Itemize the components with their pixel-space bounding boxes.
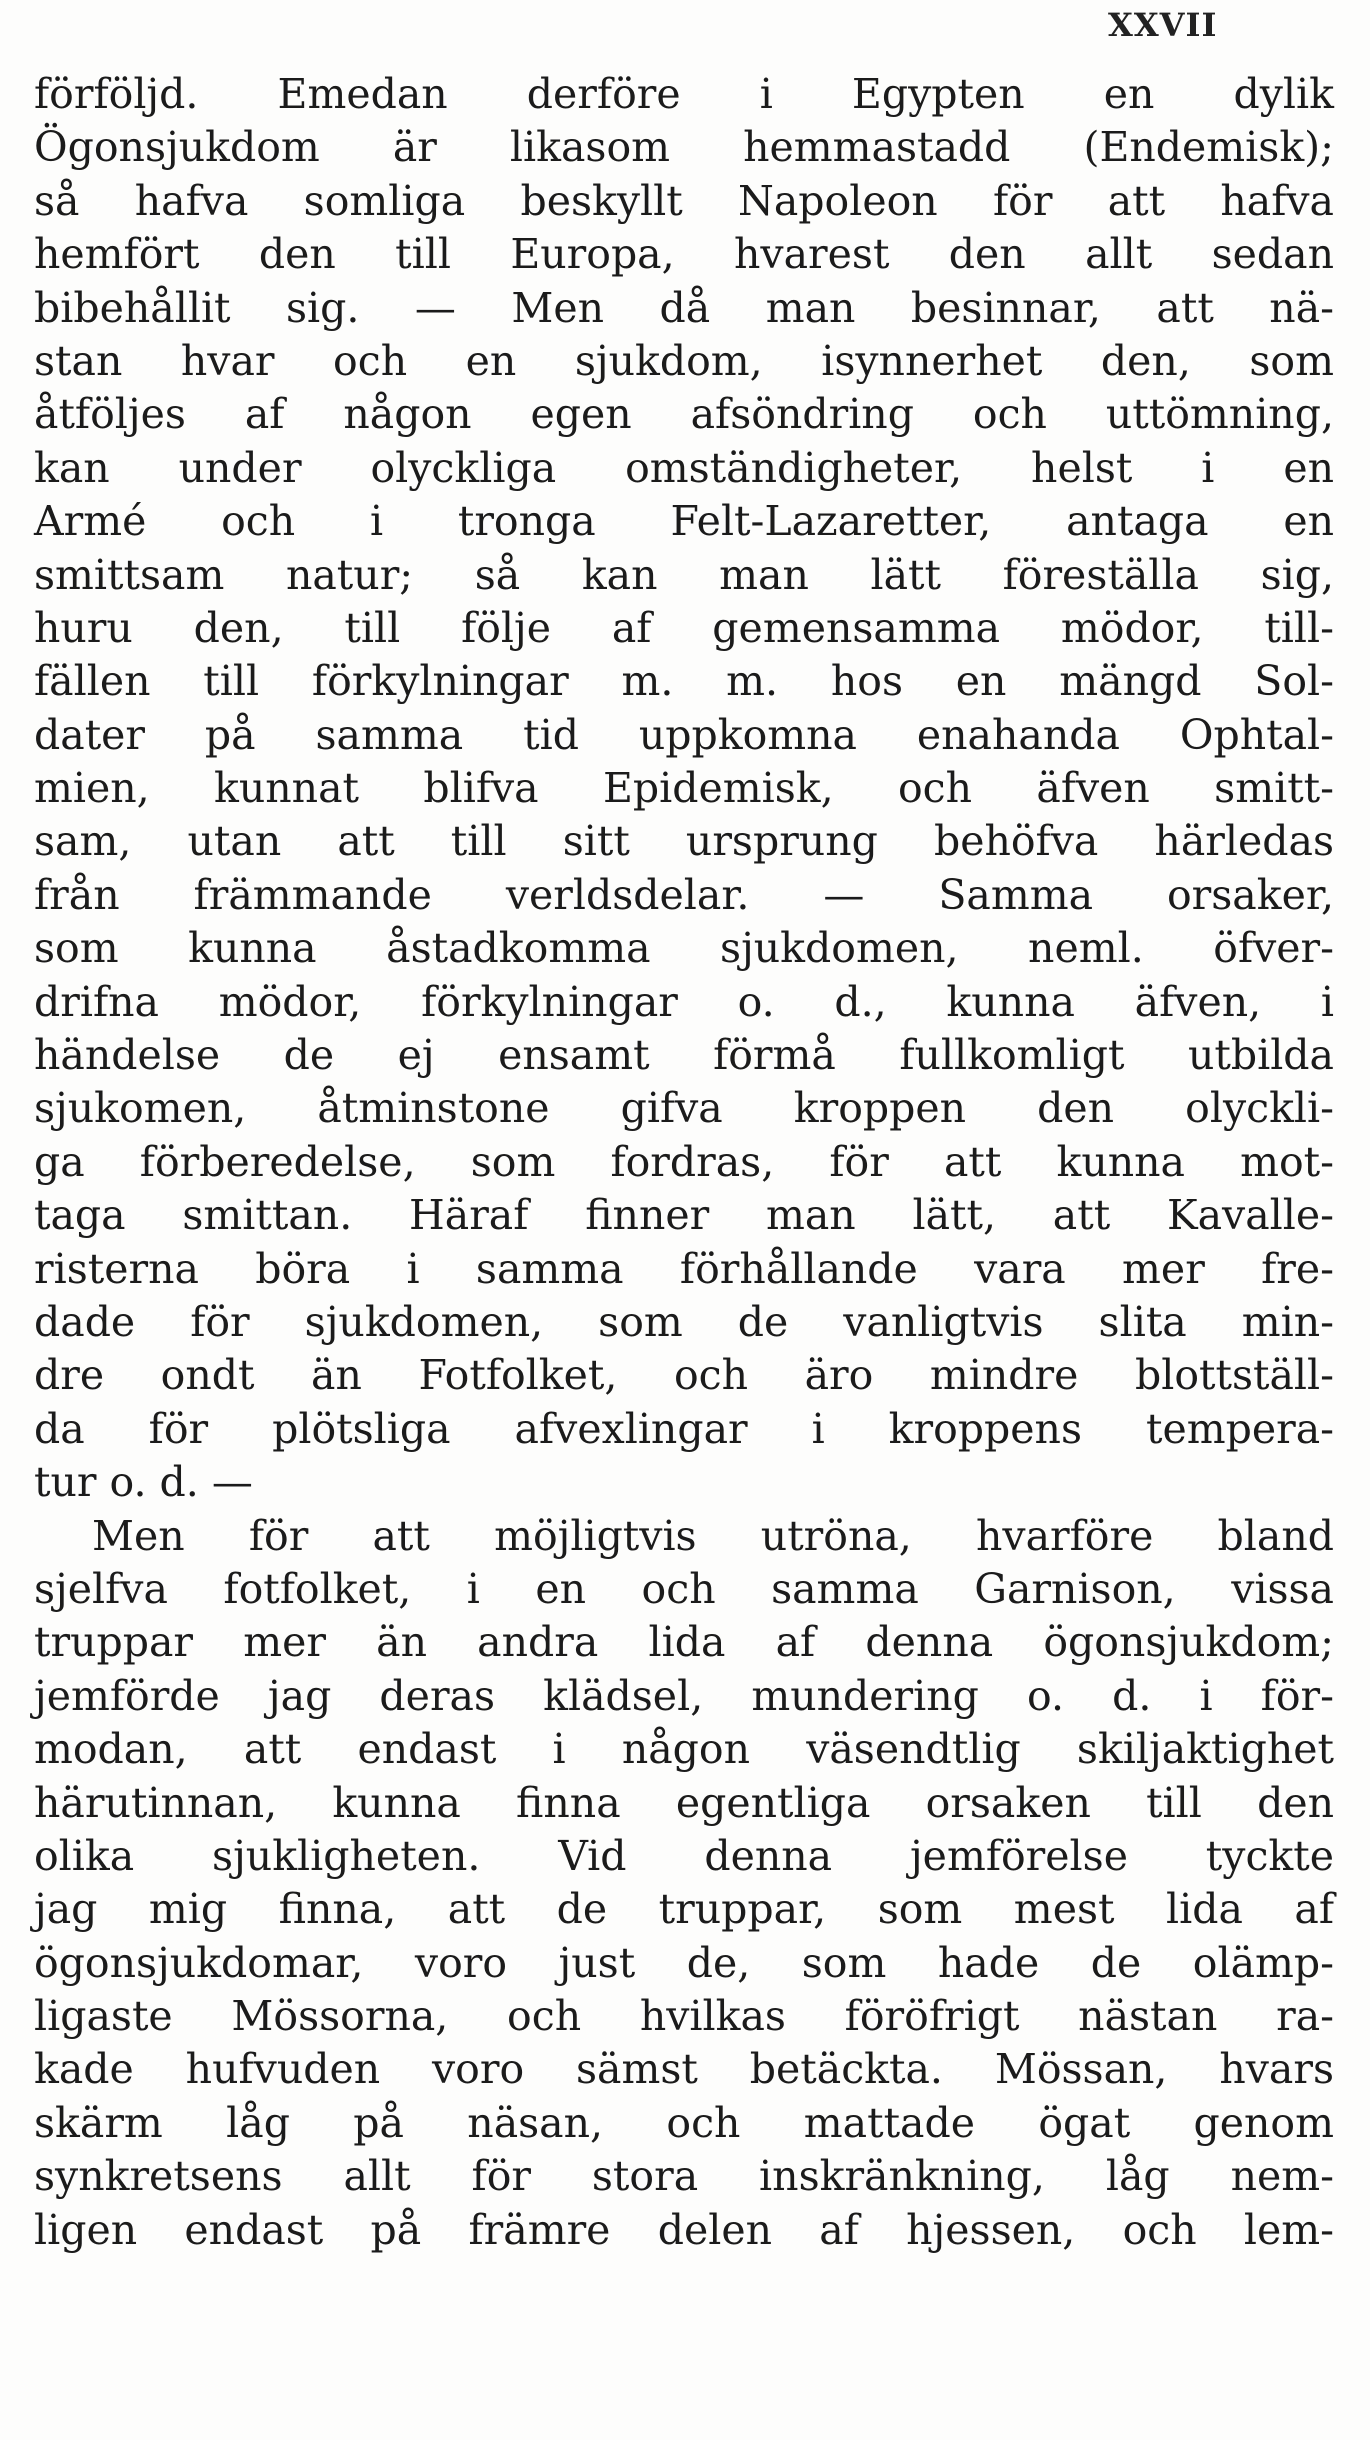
text-line: fällen till förkylningar m. m. hos en mängd Sol- <box>34 657 1334 706</box>
text-line: från främmande verldsdelar. — Samma orsaker, <box>34 870 1334 919</box>
text-line: hemfört den till Europa, hvarest den allt sedan <box>34 230 1334 279</box>
text-line: ligaste Mössorna, och hvilkas föröfrigt nästan ra- <box>34 1992 1334 2041</box>
text-line: så hafva somliga beskyllt Napoleon för att hafva <box>34 176 1334 225</box>
text-line: dre ondt än Fotfolket, och äro mindre blottställ- <box>34 1351 1334 1400</box>
text-line: Men för att möjligtvis utröna, hvarföre bland <box>92 1511 1334 1560</box>
text-line: förföljd. Emedan derföre i Egypten en dylik <box>34 70 1334 118</box>
text-line: ligen endast på främre delen af hjessen, och lem- <box>34 2205 1334 2254</box>
text-line: stan hvar och en sjukdom, isynnerhet den, som <box>34 336 1334 385</box>
text-line: jag mig finna, att de truppar, som mest lida af <box>34 1885 1334 1934</box>
text-line: mien, kunnat blifva Epidemisk, och äfven smitt- <box>34 764 1334 813</box>
text-line: kan under olyckliga omständigheter, helst i en <box>34 443 1334 492</box>
text-line: huru den, till följe af gemensamma mödor, till- <box>34 603 1334 652</box>
text-line: tur o. d. — <box>34 1458 253 1507</box>
text-line: härutinnan, kunna finna egentliga orsaken till den <box>34 1778 1334 1827</box>
text-line: modan, att endast i någon väsendtlig skiljaktighet <box>34 1725 1334 1774</box>
text-line: åtföljes af någon egen afsöndring och uttömning, <box>34 390 1334 439</box>
text-line: Armé och i tronga Felt-Lazaretter, antaga en <box>34 497 1334 546</box>
text-line: skärm låg på näsan, och mattade ögat genom <box>34 2098 1334 2147</box>
text-line: synkretsens allt för stora inskränkning, låg nem- <box>34 2152 1334 2201</box>
text-line: taga smittan. Häraf finner man lätt, att Kavalle- <box>34 1191 1334 1240</box>
text-line: olika sjukligheten. Vid denna jemförelse tyckte <box>34 1831 1334 1880</box>
text-line: truppar mer än andra lida af denna ögonsjukdom; <box>34 1618 1334 1667</box>
text-line: drifna mödor, förkylningar o. d., kunna äfven, i <box>34 977 1334 1026</box>
text-line: da för plötsliga afvexlingar i kroppens tempera- <box>34 1404 1334 1453</box>
text-line: dade för sjukdomen, som de vanligtvis slita min- <box>34 1297 1334 1346</box>
text-line: ga förberedelse, som fordras, för att kunna mot- <box>34 1137 1334 1186</box>
text-line: bibehållit sig. — Men då man besinnar, att nä- <box>34 283 1334 332</box>
text-line: jemförde jag deras klädsel, mundering o. d. i för- <box>34 1671 1334 1720</box>
text-line: sjukomen, åtminstone gifva kroppen den olyckli- <box>34 1084 1334 1133</box>
text-line: kade hufvuden voro sämst betäckta. Mössan, hvars <box>34 2045 1334 2094</box>
text-line: dater på samma tid uppkomna enahanda Ophtal- <box>34 710 1334 759</box>
text-line: ögonsjukdomar, voro just de, som hade de olämp- <box>34 1938 1334 1987</box>
text-line: Ögonsjukdom är likasom hemmastadd (Endemisk); <box>34 123 1334 172</box>
body-text <box>34 68 1334 2257</box>
page-number: XXVII <box>1108 6 1218 44</box>
text-line: händelse de ej ensamt förmå fullkomligt utbilda <box>34 1031 1334 1080</box>
text-line: sam, utan att till sitt ursprung behöfva härledas <box>34 817 1334 866</box>
text-line: smittsam natur; så kan man lätt föreställa sig, <box>34 550 1334 599</box>
text-line: som kunna åstadkomma sjukdomen, neml. öfver- <box>34 924 1334 973</box>
text-line: sjelfva fotfolket, i en och samma Garnison, vissa <box>34 1564 1334 1613</box>
text-line: risterna böra i samma förhållande vara mer fre- <box>34 1244 1334 1293</box>
